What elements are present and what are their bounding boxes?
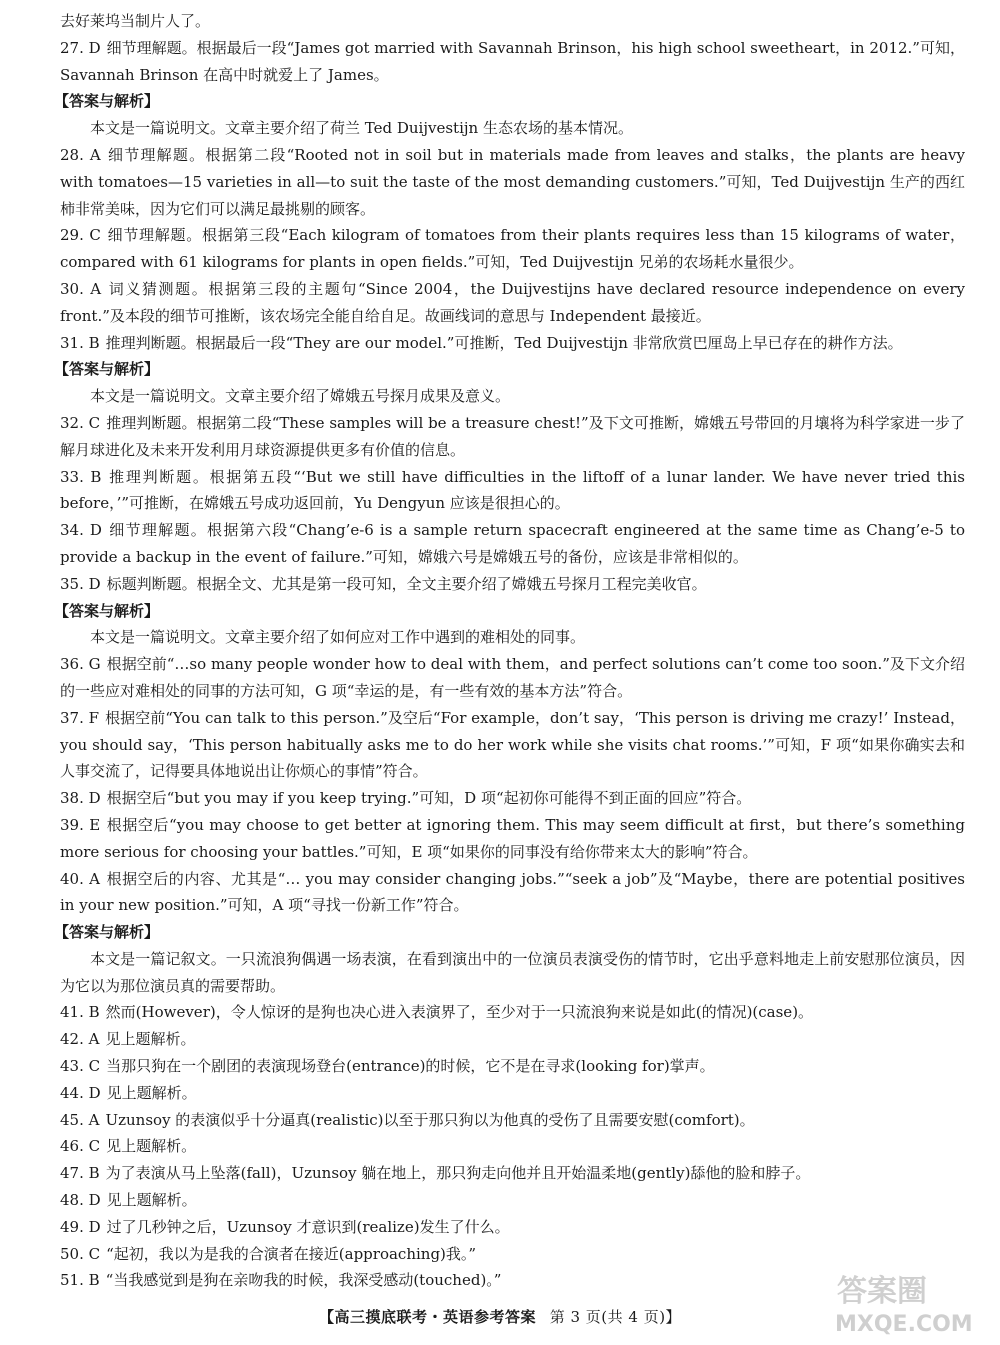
answer-item bbox=[60, 35, 965, 89]
answer-item bbox=[60, 1026, 965, 1053]
answer-explanation: 标题判断题。根据全文、尤其是第一段可知，全文主要介绍了嫦娥五号探月工程完美收官。 bbox=[106, 574, 707, 593]
answer-item bbox=[60, 517, 965, 571]
answer-number: 38. D bbox=[60, 789, 101, 808]
answer-explanation: 过了几秒钟之后，Uzunsoy 才意识到(realize)发生了什么。 bbox=[106, 1217, 510, 1236]
answer-number: 34. D bbox=[60, 521, 102, 540]
answer-item bbox=[60, 1214, 965, 1241]
answer-number: 27. D bbox=[60, 38, 101, 57]
answer-number: 39. E bbox=[60, 815, 101, 834]
answer-item bbox=[60, 812, 965, 866]
section-header: 【答案与解析】 bbox=[54, 923, 160, 942]
answer-number: 51. B bbox=[60, 1271, 100, 1290]
answer-explanation: 然而(However)，令人惊讶的是狗也决心进入表演界了，至少对于一只流浪狗来说是如此(的情况)(case)。 bbox=[105, 1003, 814, 1022]
answer-item bbox=[60, 1160, 965, 1187]
answer-item bbox=[60, 464, 965, 518]
answer-explanation: 见上题解析。 bbox=[106, 1083, 197, 1102]
section-header: 【答案与解析】 bbox=[54, 92, 160, 111]
answer-explanation: 根据空后“but you may if you keep trying.”可知，D 项“起初你可能得不到正面的回应”符合。 bbox=[106, 789, 752, 808]
answer-number: 31. B bbox=[60, 333, 100, 352]
answer-explanation: 推理判断题。根据第五段“‘But we still have difficulties in the liftoff of a lunar lander. We have never tried this before，’”可推断，在嫦娥五号成功返回前，Yu Dengyun 应该是很担心的。 bbox=[60, 467, 965, 513]
answer-item bbox=[60, 651, 965, 705]
answer-item bbox=[60, 1187, 965, 1214]
answer-item bbox=[60, 222, 965, 276]
answer-number: 30. A bbox=[60, 279, 102, 298]
answer-number: 46. C bbox=[60, 1137, 101, 1156]
answer-number: 37. F bbox=[60, 708, 100, 727]
answer-explanation: 细节理解题。根据最后一段“James got married with Savannah Brinson，his high school sweetheart，in 2012.”可知，Savannah Brinson 在高中时就爱上了 James。 bbox=[60, 38, 965, 84]
answer-explanation: 见上题解析。 bbox=[106, 1191, 197, 1210]
answer-number: 35. D bbox=[60, 574, 101, 593]
answer-item bbox=[60, 330, 965, 357]
watermark-bottom-text: MXQE.COM bbox=[835, 1312, 973, 1337]
answer-explanation: 见上题解析。 bbox=[105, 1030, 196, 1049]
answer-number: 36. G bbox=[60, 655, 101, 674]
answer-number: 32. C bbox=[60, 413, 101, 432]
summary-paragraph: 本文是一篇说明文。文章主要介绍了如何应对工作中遇到的难相处的同事。 bbox=[90, 628, 586, 647]
answer-item bbox=[60, 276, 965, 330]
answer-item bbox=[60, 999, 965, 1026]
answer-explanation: “当我感觉到是狗在亲吻我的时候，我深受感动(touched)。” bbox=[105, 1271, 502, 1290]
answer-number: 41. B bbox=[60, 1003, 100, 1022]
summary-paragraph: 本文是一篇记叙文。一只流浪狗偶遇一场表演，在看到演出中的一位演员表演受伤的情节时，它出乎意料地走上前安慰那位演员，因为它以为那位演员真的需要帮助。 bbox=[60, 949, 965, 995]
answer-number: 33. B bbox=[60, 467, 102, 486]
answer-explanation: 见上题解析。 bbox=[106, 1137, 197, 1156]
answer-explanation: 细节理解题。根据第三段“Each kilogram of tomatoes from their plants requires less than 15 kilograms of water，compared with 61 kilograms for plants in open fields.”可知，Ted Duijvestijn 兄弟的农场耗水量很少。 bbox=[60, 226, 965, 272]
answer-explanation: 细节理解题。根据第六段“Chang’e-6 is a sample return spacecraft engineered at the same time as Chang’e-5 to provide a backup in the event of failure.”可知，嫦娥六号是嫦娥五号的备份，应该是非常相似的。 bbox=[60, 521, 965, 566]
section-header: 【答案与解析】 bbox=[54, 360, 160, 379]
answer-item bbox=[60, 1080, 965, 1107]
answer-number: 50. C bbox=[60, 1244, 101, 1263]
footer-page-number: 第 3 页(共 4 页)】 bbox=[549, 1308, 682, 1326]
watermark-logo bbox=[817, 1267, 992, 1339]
answer-explanation: 推理判断题。根据第二段“These samples will be a treasure chest!”及下文可推断，嫦娥五号带回的月壤将为科学家进一步了解月球进化及未来开发利用月球资源提供更多有价值的信息。 bbox=[60, 413, 965, 459]
footer-label: 【高三摸底联考・英语参考答案 bbox=[318, 1308, 536, 1326]
answer-explanation: 推理判断题。根据最后一段“They are our model.”可推断，Ted Duijvestijn 非常欣赏巴厘岛上早已存在的耕作方法。 bbox=[105, 333, 903, 352]
answer-item bbox=[60, 1053, 965, 1080]
answer-explanation: 为了表演从马上坠落(fall)，Uzunsoy 躺在地上，那只狗走向他并且开始温柔地(gently)舔他的脸和脖子。 bbox=[105, 1164, 811, 1183]
answer-explanation: 根据空前“You can talk to this person.”及空后“For example，don’t say，‘This person is driving me crazy!’ Instead，you should say，‘This person habitually asks me to do her work while she visits chat rooms.’”可知，F 项“如果你确实去和人事交流了，记得要具体地说出让你烦心的事情”符合。 bbox=[60, 708, 966, 781]
answer-number: 47. B bbox=[60, 1164, 100, 1183]
continuation-text: 去好莱坞当制片人了。 bbox=[60, 12, 211, 30]
summary-paragraph: 本文是一篇说明文。文章主要介绍了荷兰 Ted Duijvestijn 生态农场的基本情况。 bbox=[90, 119, 633, 138]
answer-number: 40. A bbox=[60, 869, 101, 888]
summary-paragraph: 本文是一篇说明文。文章主要介绍了嫦娥五号探月成果及意义。 bbox=[90, 387, 511, 406]
answer-item bbox=[60, 1107, 965, 1134]
answer-number: 29. C bbox=[60, 226, 101, 245]
section-header: 【答案与解析】 bbox=[54, 601, 160, 620]
answer-number: 28. A bbox=[60, 145, 101, 164]
answer-explanation: Uzunsoy 的表演似乎十分逼真(realistic)以至于那只狗以为他真的受伤了且需要安慰(comfort)。 bbox=[105, 1110, 755, 1129]
answer-number: 48. D bbox=[60, 1191, 101, 1210]
answer-item bbox=[60, 1133, 965, 1160]
answer-item bbox=[60, 142, 965, 222]
answer-number: 42. A bbox=[60, 1030, 100, 1049]
answer-number: 43. C bbox=[60, 1057, 101, 1076]
answer-number: 45. A bbox=[60, 1110, 100, 1129]
answer-item bbox=[60, 705, 965, 785]
answer-item bbox=[60, 866, 965, 920]
watermark-top-text: 答案圈 bbox=[837, 1274, 927, 1309]
answer-explanation: 根据空后“you may choose to get better at ignoring them. This may seem difficult at first，but there’s something more serious for choosing your battles.”可知，E 项“如果你的同事没有给你带来太大的影响”符合。 bbox=[60, 815, 965, 861]
answer-explanation: 根据空前“…so many people wonder how to deal with them，and perfect solutions can’t come too soon.”及下文介绍的一些应对难相处的同事的方法可知，G 项“幸运的是，有一些有效的基本方法”符合。 bbox=[60, 655, 966, 700]
answer-explanation: 根据空后的内容、尤其是“… you may consider changing jobs.”“seek a job”及“Maybe，there are potential positives in your new position.”可知，A 项“寻找一份新工作”符合。 bbox=[60, 869, 965, 915]
answer-explanation: 细节理解题。根据第二段“Rooted not in soil but in materials made from leaves and stalks，the plants are heavy with tomatoes—15 varieties in all—to suit the taste of the most demanding customers.”可知，Ted Duijvestijn 生产的西红柿非常美味，因为它们可以满足最挑剔的顾客。 bbox=[60, 145, 965, 218]
answer-explanation: “起初，我以为是我的合演者在接近(approaching)我。” bbox=[106, 1244, 477, 1263]
answer-item bbox=[60, 410, 965, 464]
answer-item bbox=[60, 785, 965, 812]
answer-item bbox=[60, 571, 965, 598]
answer-number: 49. D bbox=[60, 1217, 101, 1236]
answer-explanation: 词义猜测题。根据第三段的主题句“Since 2004，the Duijvestijns have declared resource independence on every front.”及本段的细节可推断，该农场完全能自给自足。故画线词的意思与 Independent 最接近。 bbox=[60, 279, 965, 325]
answer-page-body bbox=[54, 8, 966, 1294]
answer-explanation: 当那只狗在一个剧团的表演现场登台(entrance)的时候，它不是在寻求(looking for)掌声。 bbox=[106, 1057, 715, 1076]
answer-item bbox=[60, 1241, 965, 1268]
answer-number: 44. D bbox=[60, 1083, 101, 1102]
